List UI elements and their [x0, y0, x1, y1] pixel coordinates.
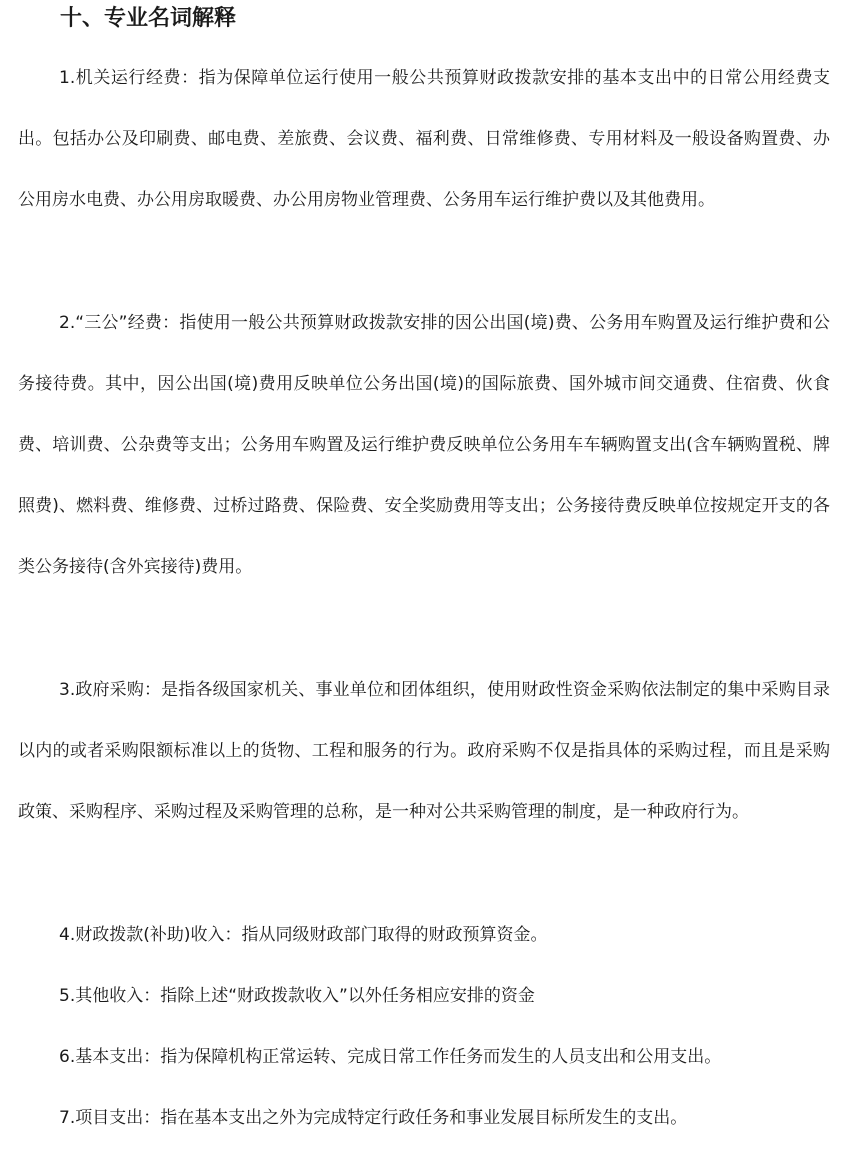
definition-paragraph	[18, 966, 830, 1027]
definition-text: 1.机关运行经费：指为保障单位运行使用一般公共预算财政拨款安排的基本支出中的日常公用经费支出。包括办公及印刷费、邮电费、差旅费、会议费、福利费、日常维修费、专用材料及一般设备购置费、办公用房水电费、办公用房取暖费、办公用房物业管理费、公务用车运行维护费以及其他费用。	[18, 68, 830, 210]
definition-text: 4.财政拨款(补助)收入：指从同级财政部门取得的财政预算资金。	[59, 925, 548, 945]
definition-paragraph	[18, 293, 830, 598]
definition-text: 2.“三公”经费：指使用一般公共预算财政拨款安排的因公出国(境)费、公务用车购置及运行维护费和公务接待费。其中，因公出国(境)费用反映单位公务出国(境)的国际旅费、国外城市间交通费、住宿费、伙食费、培训费、公杂费等支出；公务用车购置及运行维护费反映单位公务用车车辆购置支出(含车辆购置税、牌照费)、燃料费、维修费、过桥过路费、保险费、安全奖励费用等支出；公务接待费反映单位按规定开支的各类公务接待(含外宾接待)费用。	[18, 313, 830, 577]
definition-paragraph	[18, 48, 830, 231]
definition-text: 3.政府采购：是指各级国家机关、事业单位和团体组织，使用财政性资金采购依法制定的集中采购目录以内的或者采购限额标准以上的货物、工程和服务的行为。政府采购不仅是指具体的采购过程，而且是采购政策、采购程序、采购过程及采购管理的总称，是一种对公共采购管理的制度，是一种政府行为。	[18, 680, 830, 822]
definition-text: 7.项目支出：指在基本支出之外为完成特定行政任务和事业发展目标所发生的支出。	[59, 1108, 688, 1128]
definition-text: 6.基本支出：指为保障机构正常运转、完成日常工作任务而发生的人员支出和公用支出。	[59, 1047, 722, 1067]
definition-paragraph	[18, 905, 830, 966]
definition-paragraph	[18, 1088, 830, 1149]
section-heading: 十、专业名词解释	[60, 6, 237, 31]
definition-text: 5.其他收入：指除上述“财政拨款收入”以外任务相应安排的资金	[59, 986, 535, 1006]
definition-paragraph	[18, 660, 830, 843]
definition-paragraph	[18, 1027, 830, 1088]
